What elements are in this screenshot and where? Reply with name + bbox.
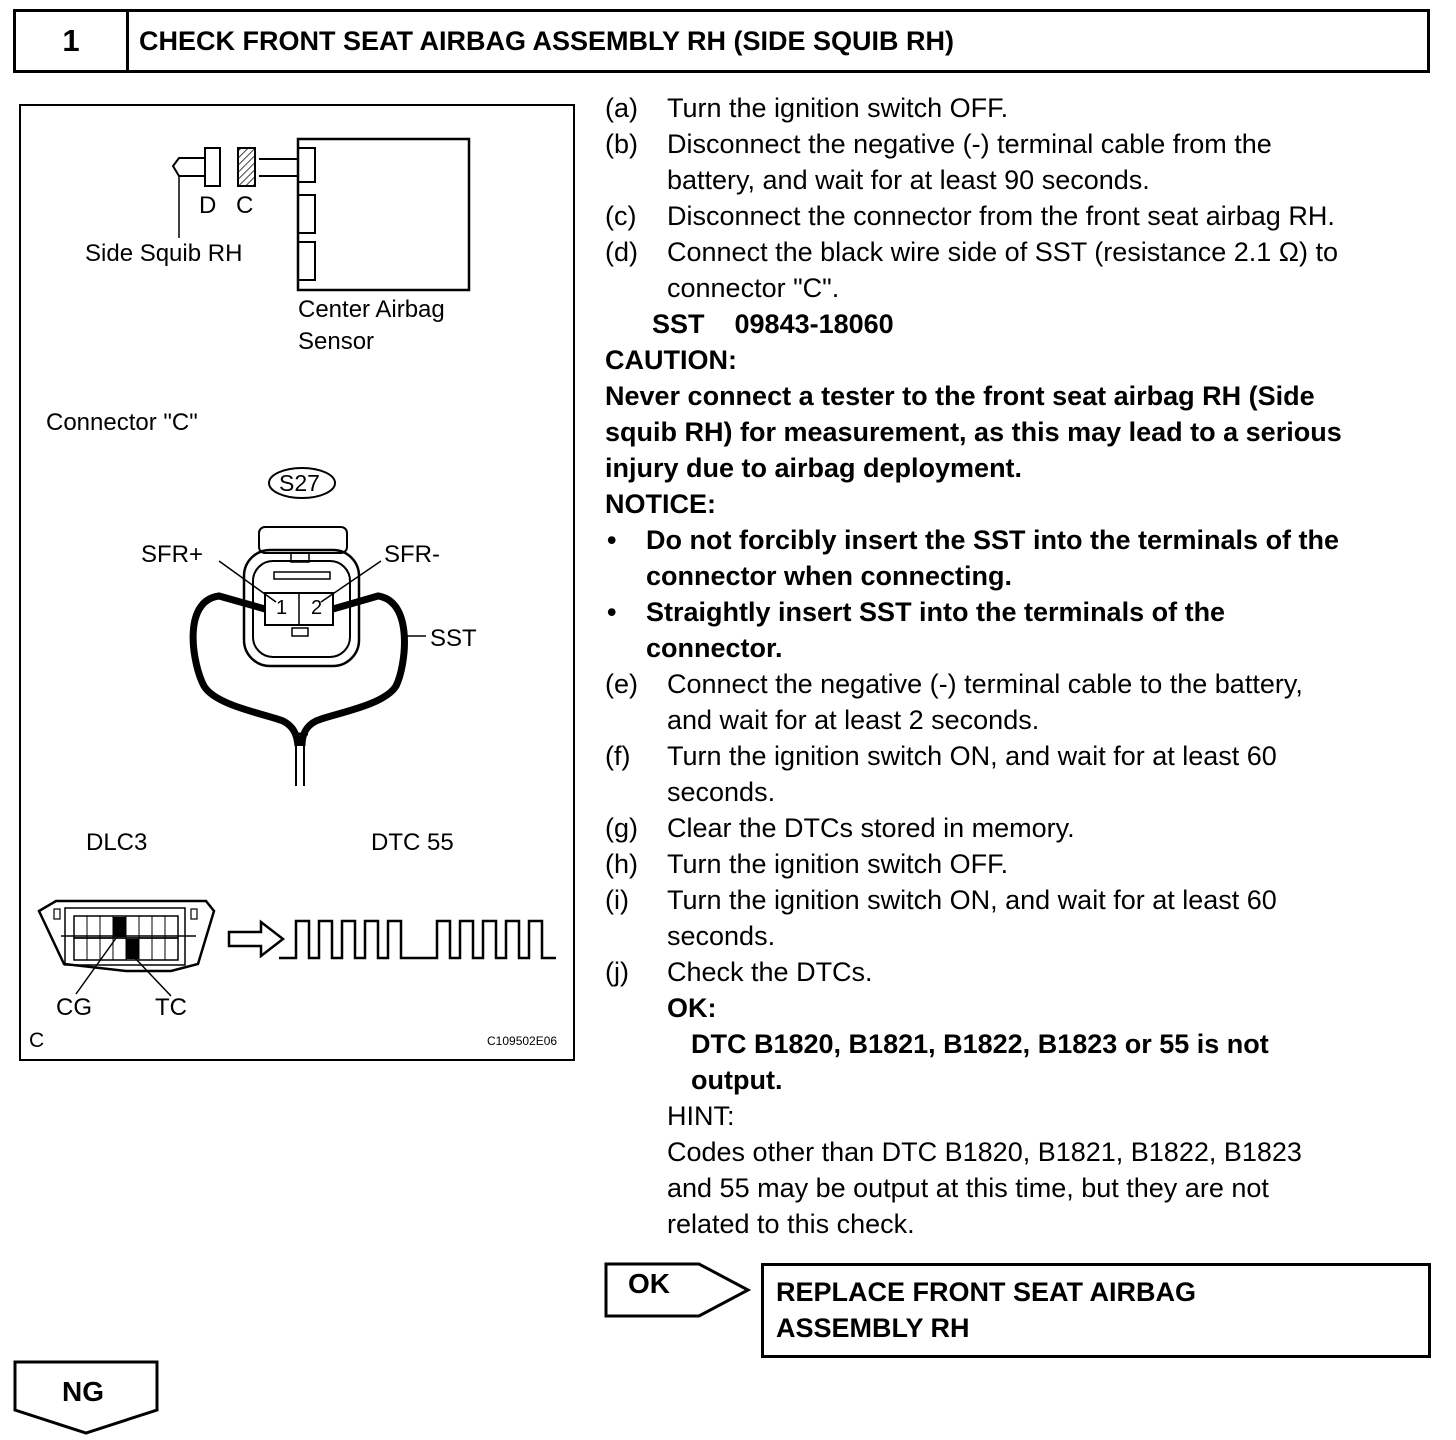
result-line: REPLACE FRONT SEAT AIRBAG <box>776 1277 1197 1307</box>
sensor-slot <box>298 148 315 182</box>
step-text: Connect the negative (-) terminal cable to the battery, <box>667 669 1303 699</box>
pin-1-label: 1 <box>276 597 288 619</box>
procedure-steps <box>605 90 1435 1242</box>
caution-line: Never connect a tester to the front seat airbag RH (Side <box>605 381 1315 411</box>
notice-text: connector. <box>646 633 783 663</box>
step-text: Turn the ignition switch ON, and wait for at least 60 <box>667 741 1277 771</box>
step-item <box>605 198 1435 234</box>
dtc55-label: DTC 55 <box>371 829 454 856</box>
caution-line: injury due to airbag deployment. <box>605 453 1023 483</box>
ng-arrow-label: NG <box>62 1376 104 1407</box>
notice-bullet: • Do not forcibly insert the SST into the terminals of the connector when connecting. <box>605 522 1435 594</box>
result-line: ASSEMBLY RH <box>776 1313 970 1343</box>
connector-d-body <box>205 148 220 186</box>
step-text: Disconnect the negative (-) terminal cable from the <box>667 129 1272 159</box>
notice-text: Do not forcibly insert the SST into the terminals of the <box>646 525 1340 555</box>
center-sensor-label-2: Sensor <box>298 328 375 355</box>
center-sensor-label-1: Center Airbag <box>298 296 445 323</box>
wiring-figure <box>19 104 575 1061</box>
step-item <box>605 666 1435 738</box>
step-text: Connect the black wire side of SST (resistance 2.1 Ω) to <box>667 237 1338 267</box>
step-item <box>605 954 1435 1242</box>
step-text: Clear the DTCs stored in memory. <box>667 813 1075 843</box>
dtc-waveform <box>279 921 556 958</box>
step-label: (e) <box>605 669 638 699</box>
step-title: CHECK FRONT SEAT AIRBAG ASSEMBLY RH (SIDE SQUIB RH) <box>139 25 955 56</box>
step-number: 1 <box>16 12 129 70</box>
cg-label: CG <box>56 994 92 1021</box>
step-text: seconds. <box>667 921 776 951</box>
hint-text: and 55 may be output at this time, but they are not <box>667 1173 1269 1203</box>
ok-arrow-label: OK <box>628 1268 670 1299</box>
step-text: seconds. <box>667 777 776 807</box>
step-label: (h) <box>605 849 638 879</box>
step-text: Disconnect the connector from the front seat airbag RH. <box>667 201 1335 231</box>
ok-result-box <box>761 1263 1431 1358</box>
center-sensor-box <box>298 139 469 290</box>
step-text: and wait for at least 2 seconds. <box>667 705 1040 735</box>
step-item <box>605 810 1435 846</box>
step-item <box>605 90 1435 126</box>
step-label: (a) <box>605 93 638 123</box>
step-label: (b) <box>605 129 638 159</box>
notice-title: NOTICE: <box>605 489 716 519</box>
hint-text: related to this check. <box>667 1209 915 1239</box>
sst-label: SST <box>430 625 477 652</box>
dlc3-label: DLC3 <box>86 829 148 856</box>
step-text: Check the DTCs. <box>667 957 873 987</box>
caution-line: squib RH) for measurement, as this may lead to a serious <box>605 417 1342 447</box>
sensor-slot <box>298 195 315 233</box>
step-item <box>605 882 1435 954</box>
sfr-plus-label: SFR+ <box>141 541 204 568</box>
notice-bullet: • Straightly insert SST into the terminals of the connector. <box>605 594 1435 666</box>
notice-text: Straightly insert SST into the terminals of the <box>646 597 1226 627</box>
tc-label: TC <box>155 994 187 1021</box>
step-text: battery, and wait for at least 90 seconds. <box>667 165 1150 195</box>
connector-code: S27 <box>279 470 320 496</box>
ok-title: OK: <box>667 993 717 1023</box>
caution-title: CAUTION: <box>605 345 737 375</box>
notice-text: connector when connecting. <box>646 561 1013 591</box>
step-text: connector "C". <box>667 273 840 303</box>
connector-c-body <box>238 148 255 186</box>
step-label: (g) <box>605 813 638 843</box>
sfr-minus-label: SFR- <box>384 541 440 568</box>
step-text: Turn the ignition switch ON, and wait for at least 60 <box>667 885 1277 915</box>
sst-number: SST 09843-18060 <box>652 309 894 339</box>
step-text: Turn the ignition switch OFF. <box>667 93 1009 123</box>
step-label: (j) <box>605 957 629 987</box>
pin-2-label: 2 <box>311 597 323 619</box>
step-label: (f) <box>605 741 631 771</box>
label-d: D <box>199 192 217 219</box>
figure-id: C109502E06 <box>487 1034 558 1048</box>
label-c: C <box>236 192 254 219</box>
step-text: Turn the ignition switch OFF. <box>667 849 1009 879</box>
side-squib-label: Side Squib RH <box>85 240 243 267</box>
ok-text: output. <box>691 1065 783 1095</box>
step-item <box>605 738 1435 810</box>
step-item <box>605 126 1435 198</box>
ok-text: DTC B1820, B1821, B1822, B1823 or 55 is not <box>691 1029 1269 1059</box>
ok-arrow <box>604 1262 754 1318</box>
hint-title: HINT: <box>667 1101 735 1131</box>
step-label: (c) <box>605 201 637 231</box>
corner-c-label: C <box>29 1029 45 1052</box>
step-header <box>13 9 1430 73</box>
step-label: (i) <box>605 885 629 915</box>
hint-text: Codes other than DTC B1820, B1821, B1822, B1823 <box>667 1137 1302 1167</box>
connector-c-label: Connector "C" <box>46 409 198 436</box>
dtc-arrow <box>229 922 283 956</box>
step-item <box>605 846 1435 882</box>
sensor-slot <box>298 242 315 280</box>
step-item <box>605 234 1435 306</box>
step-label: (d) <box>605 237 638 267</box>
